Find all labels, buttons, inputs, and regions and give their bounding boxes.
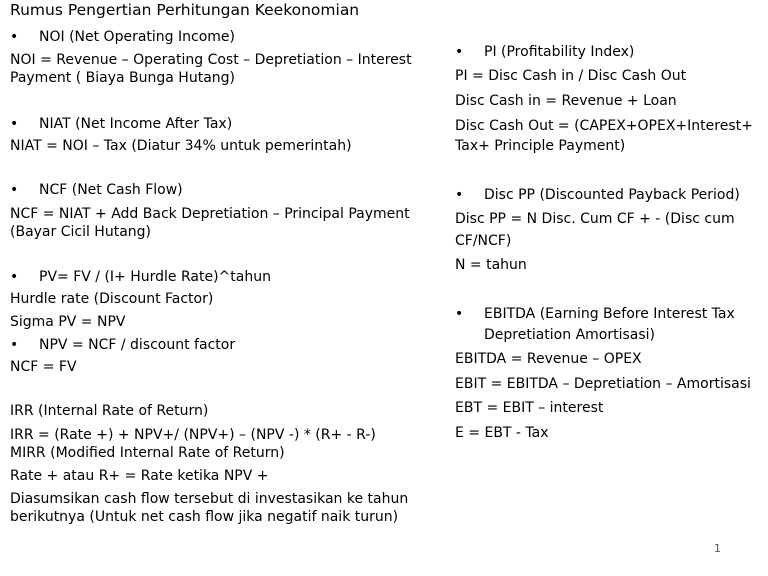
ebt-formula: EBT = EBIT – interest <box>455 400 604 416</box>
noi-heading: NOI (Net Operating Income) <box>39 29 235 45</box>
e-formula: E = EBT - Tax <box>455 425 549 441</box>
bullet-marker: • <box>455 187 464 203</box>
irr-heading: IRR (Internal Rate of Return) <box>10 403 209 419</box>
bullet-marker: • <box>10 182 19 198</box>
bullet-marker: • <box>10 29 19 45</box>
disc-cash-out-line-2: Tax+ Principle Payment) <box>455 138 626 154</box>
ebitda-formula: EBITDA = Revenue – OPEX <box>455 351 642 367</box>
ncf-formula-line-1: NCF = NIAT + Add Back Depretiation – Principal Payment <box>10 206 410 222</box>
assumption-line-1: Diasumsikan cash flow tersebut di investasikan ke tahun <box>10 491 409 507</box>
niat-heading: NIAT (Net Income After Tax) <box>39 116 233 132</box>
niat-formula: NIAT = NOI – Tax (Diatur 34% untuk pemerintah) <box>10 138 352 154</box>
ncf-formula-line-2: (Bayar Cicil Hutang) <box>10 224 151 240</box>
disc-cash-out-line-1: Disc Cash Out = (CAPEX+OPEX+Interest+ <box>455 118 753 134</box>
ebitda-heading-line-1: EBITDA (Earning Before Interest Tax <box>484 306 735 322</box>
noi-formula-line-1: NOI = Revenue – Operating Cost – Depretiation – Interest <box>10 52 412 68</box>
ncf-fv-line: NCF = FV <box>10 359 77 375</box>
assumption-line-2: berikutnya (Untuk net cash flow jika negatif naik turun) <box>10 509 399 525</box>
ncf-heading: NCF (Net Cash Flow) <box>39 182 183 198</box>
bullet-marker: • <box>10 337 19 353</box>
disc-pp-formula-line-1: Disc PP = N Disc. Cum CF + - (Disc cum <box>455 211 735 227</box>
hurdle-rate-line: Hurdle rate (Discount Factor) <box>10 291 214 307</box>
page-number: 1 <box>714 542 721 555</box>
mirr-heading: MIRR (Modified Internal Rate of Return) <box>10 445 285 461</box>
sigma-pv-line: Sigma PV = NPV <box>10 314 126 330</box>
ebit-formula: EBIT = EBITDA – Depretiation – Amortisasi <box>455 376 751 392</box>
n-tahun-line: N = tahun <box>455 257 527 273</box>
npv-heading: NPV = NCF / discount factor <box>39 337 236 353</box>
bullet-marker: • <box>10 116 19 132</box>
pv-heading: PV= FV / (I+ Hurdle Rate)^tahun <box>39 269 271 285</box>
disc-pp-formula-line-2: CF/NCF) <box>455 233 512 249</box>
pi-heading: PI (Profitability Index) <box>484 44 635 60</box>
ebitda-heading-line-2: Depretiation Amortisasi) <box>484 327 656 343</box>
irr-formula: IRR = (Rate +) + NPV+/ (NPV+) – (NPV -) * (R+ - R-) <box>10 427 376 443</box>
slide-title: Rumus Pengertian Perhitungan Keekonomian <box>10 1 360 19</box>
rate-plus-line: Rate + atau R+ = Rate ketika NPV + <box>10 468 269 484</box>
bullet-marker: • <box>455 44 464 60</box>
disc-cash-in-line: Disc Cash in = Revenue + Loan <box>455 93 677 109</box>
disc-pp-heading: Disc PP (Discounted Payback Period) <box>484 187 740 203</box>
noi-formula-line-2: Payment ( Biaya Bunga Hutang) <box>10 70 235 86</box>
bullet-marker: • <box>455 306 464 322</box>
bullet-marker: • <box>10 269 19 285</box>
pi-formula: PI = Disc Cash in / Disc Cash Out <box>455 68 687 84</box>
